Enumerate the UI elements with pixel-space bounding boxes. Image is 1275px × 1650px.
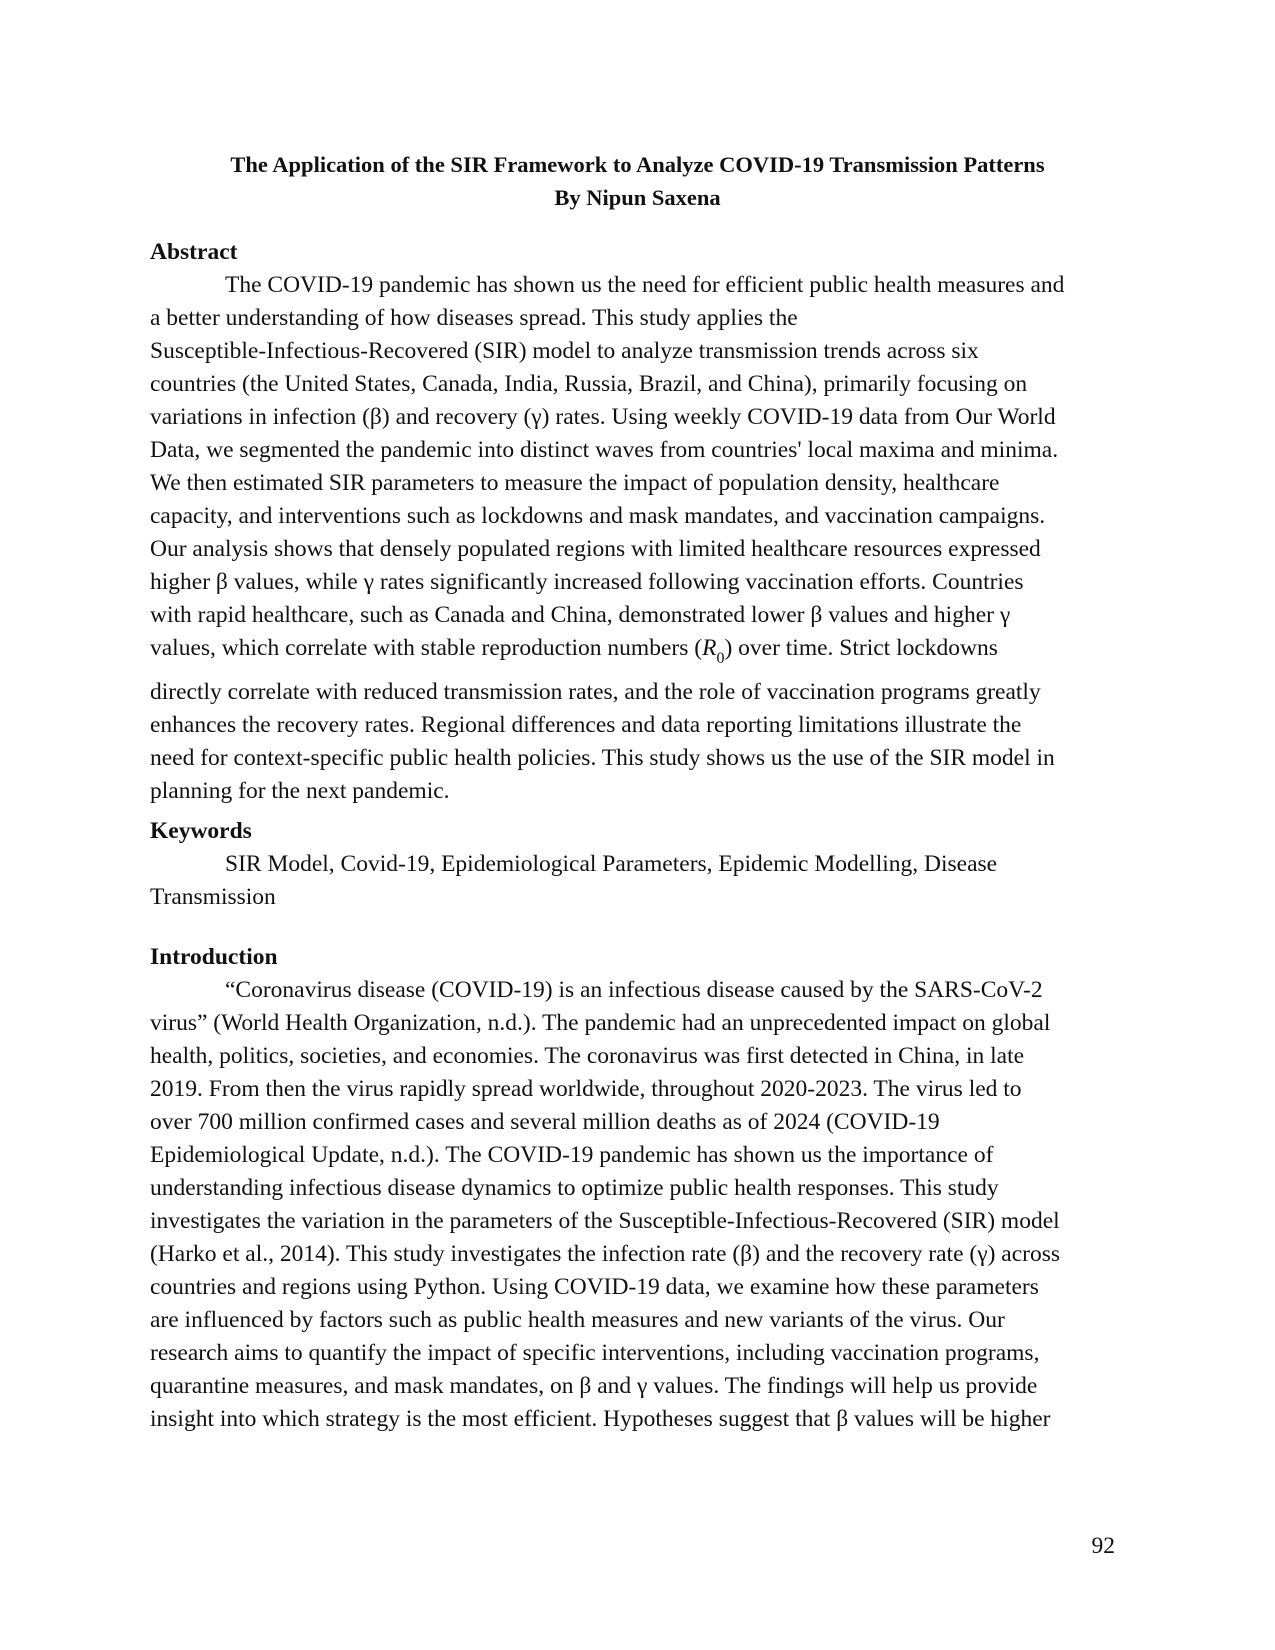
abstract-line: The COVID-19 pandemic has shown us the need for efficient public health measures and — [225, 272, 1065, 298]
introduction-line: health, politics, societies, and economies. The coronavirus was first detected in China, in late — [150, 1043, 1025, 1069]
r0-subscript: 0 — [716, 650, 725, 667]
introduction-section — [150, 941, 1130, 1436]
abstract-line: planning for the next pandemic. — [150, 778, 450, 804]
keywords-section — [150, 815, 1130, 914]
abstract-section — [150, 236, 1130, 808]
abstract-line: countries (the United States, Canada, India, Russia, Brazil, and China), primarily focusing on — [150, 371, 1028, 397]
abstract-line: variations in infection (β) and recovery (γ) rates. Using weekly COVID-19 data from Our World — [150, 404, 1056, 430]
introduction-line: insight into which strategy is the most efficient. Hypotheses suggest that β values will be higher — [150, 1406, 1051, 1432]
introduction-line: research aims to quantify the impact of specific interventions, including vaccination programs, — [150, 1340, 1040, 1366]
author-byline: By Nipun Saxena — [554, 185, 721, 210]
paper-title: The Application of the SIR Framework to Analyze COVID-19 Transmission Patterns — [230, 152, 1045, 177]
introduction-line: (Harko et al., 2014). This study investigates the infection rate (β) and the recovery rate (γ) across — [150, 1241, 1061, 1267]
introduction-line: Epidemiological Update, n.d.). The COVID-19 pandemic has shown us the importance of — [150, 1142, 994, 1168]
abstract-line: Our analysis shows that densely populated regions with limited healthcare resources expressed — [150, 536, 1041, 562]
r0-line-before: values, which correlate with stable reproduction numbers ( — [150, 635, 703, 661]
introduction-line: countries and regions using Python. Using COVID-19 data, we examine how these parameters — [150, 1274, 1039, 1300]
abstract-line-r0 — [150, 632, 1130, 676]
abstract-line: Susceptible-Infectious-Recovered (SIR) model to analyze transmission trends across six — [150, 338, 979, 364]
abstract-line: need for context-specific public health policies. This study shows us the use of the SIR model in — [150, 745, 1055, 771]
r0-symbol-letter: R — [702, 635, 717, 661]
r0-symbol — [702, 635, 725, 667]
introduction-line: understanding infectious disease dynamics to optimize public health responses. This study — [150, 1175, 999, 1201]
abstract-line: We then estimated SIR parameters to measure the impact of population density, healthcare — [150, 470, 1000, 496]
keywords-line: Transmission — [150, 884, 276, 910]
keywords-heading: Keywords — [150, 818, 252, 844]
abstract-line: directly correlate with reduced transmission rates, and the role of vaccination programs greatly — [150, 679, 1041, 705]
introduction-line: virus” (World Health Organization, n.d.). The pandemic had an unprecedented impact on global — [150, 1010, 1051, 1036]
page-number: 92 — [1091, 1533, 1115, 1559]
introduction-line: over 700 million confirmed cases and several million deaths as of 2024 (COVID-19 — [150, 1109, 940, 1135]
title-block — [150, 148, 1125, 214]
introduction-line: investigates the variation in the parameters of the Susceptible-Infectious-Recovered (SIR) model — [150, 1208, 1060, 1234]
introduction-line: 2019. From then the virus rapidly spread worldwide, throughout 2020-2023. The virus led to — [150, 1076, 1022, 1102]
keywords-line: SIR Model, Covid-19, Epidemiological Parameters, Epidemic Modelling, Disease — [225, 851, 998, 877]
introduction-line: are influenced by factors such as public health measures and new variants of the virus. Our — [150, 1307, 1005, 1333]
abstract-line: a better understanding of how diseases spread. This study applies the — [150, 305, 798, 331]
abstract-heading: Abstract — [150, 239, 238, 265]
abstract-line: higher β values, while γ rates significantly increased following vaccination efforts. Countries — [150, 569, 1024, 595]
r0-line-after: ) over time. Strict lockdowns — [724, 635, 998, 661]
abstract-line: Data, we segmented the pandemic into distinct waves from countries' local maxima and minima. — [150, 437, 1059, 463]
introduction-line: quarantine measures, and mask mandates, on β and γ values. The findings will help us provide — [150, 1373, 1038, 1399]
abstract-line: with rapid healthcare, such as Canada and China, demonstrated lower β values and higher γ — [150, 602, 1011, 628]
abstract-line: capacity, and interventions such as lockdowns and mask mandates, and vaccination campaigns. — [150, 503, 1046, 529]
introduction-line: “Coronavirus disease (COVID-19) is an infectious disease caused by the SARS-CoV-2 — [225, 977, 1043, 1003]
abstract-line: enhances the recovery rates. Regional differences and data reporting limitations illustrate the — [150, 712, 1022, 738]
introduction-heading: Introduction — [150, 944, 278, 970]
